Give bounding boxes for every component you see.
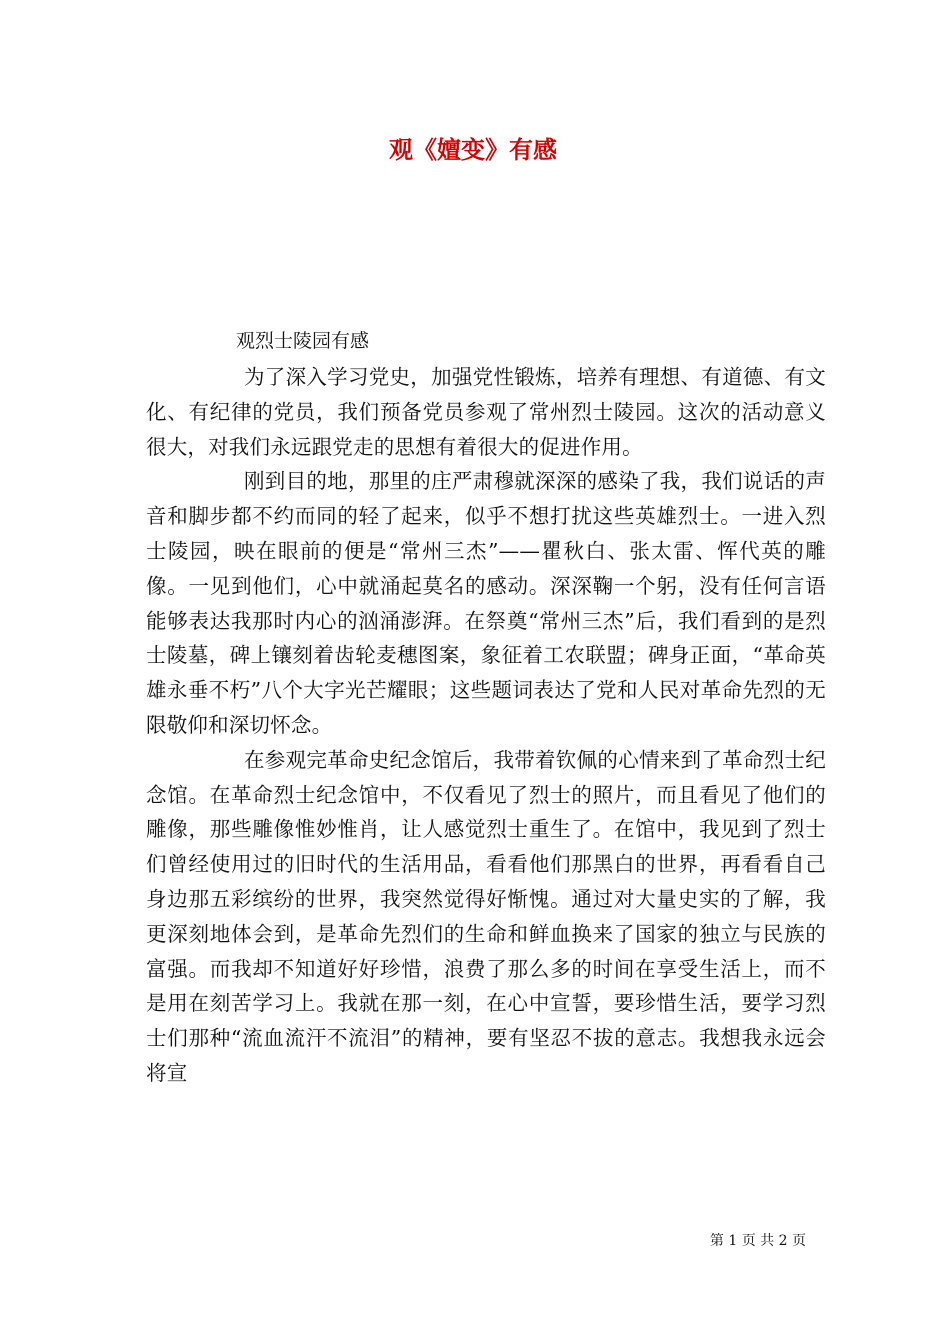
page-number-footer: 第 1 页 共 2 页: [709, 1233, 806, 1249]
document-subtitle: 观烈士陵园有感: [236, 330, 370, 352]
document-body: [146, 360, 826, 1091]
paragraph-3: 在参观完革命史纪念馆后，我带着钦佩的心情来到了革命烈士纪念馆。在革命烈士纪念馆中，不仅看见了烈士的照片，而且看见了他们的雕像，那些雕像惟妙惟肖，让人感觉烈士重生了。在馆中，我见到了烈士们曾经使用过的旧时代的生活用品，看看他们那黑白的世界，再看看自己身边那五彩缤纷的世界，我突然觉得好惭愧。通过对大量史实的了解，我更深刻地体会到，是革命先烈们的生命和鲜血换来了国家的独立与民族的富强。而我却不知道好好珍惜，浪费了那么多的时间在享受生活上，而不是用在刻苦学习上。我就在那一刻，在心中宣誓，要珍惜生活，要学习烈士们那种“流血流汗不流泪”的精神，要有坚忍不拔的意志。我想我永远会将宣: [146, 747, 826, 1085]
document-title: 观《嬗变》有感: [389, 135, 557, 164]
paragraph-1: 为了深入学习党史，加强党性锻炼，培养有理想、有道德、有文化、有纪律的党员，我们预备党员参观了常州烈士陵园。这次的活动意义很大，对我们永远跟党走的思想有着很大的促进作用。: [146, 365, 826, 459]
paragraph-2: 刚到目的地，那里的庄严肃穆就深深的感染了我，我们说话的声音和脚步都不约而同的轻了起来，似乎不想打扰这些英雄烈士。一进入烈士陵园，映在眼前的便是“常州三杰”——瞿秋白、张太雷、恽代英的雕像。一见到他们，心中就涌起莫名的感动。深深鞠一个躬，没有任何言语能够表达我那时内心的汹涌澎湃。在祭奠“常州三杰”后，我们看到的是烈士陵墓，碑上镶刻着齿轮麦穗图案，象征着工农联盟；碑身正面，“革命英雄永垂不朽”八个大字光芒耀眼；这些题词表达了党和人民对革命先烈的无限敬仰和深切怀念。: [146, 469, 826, 737]
